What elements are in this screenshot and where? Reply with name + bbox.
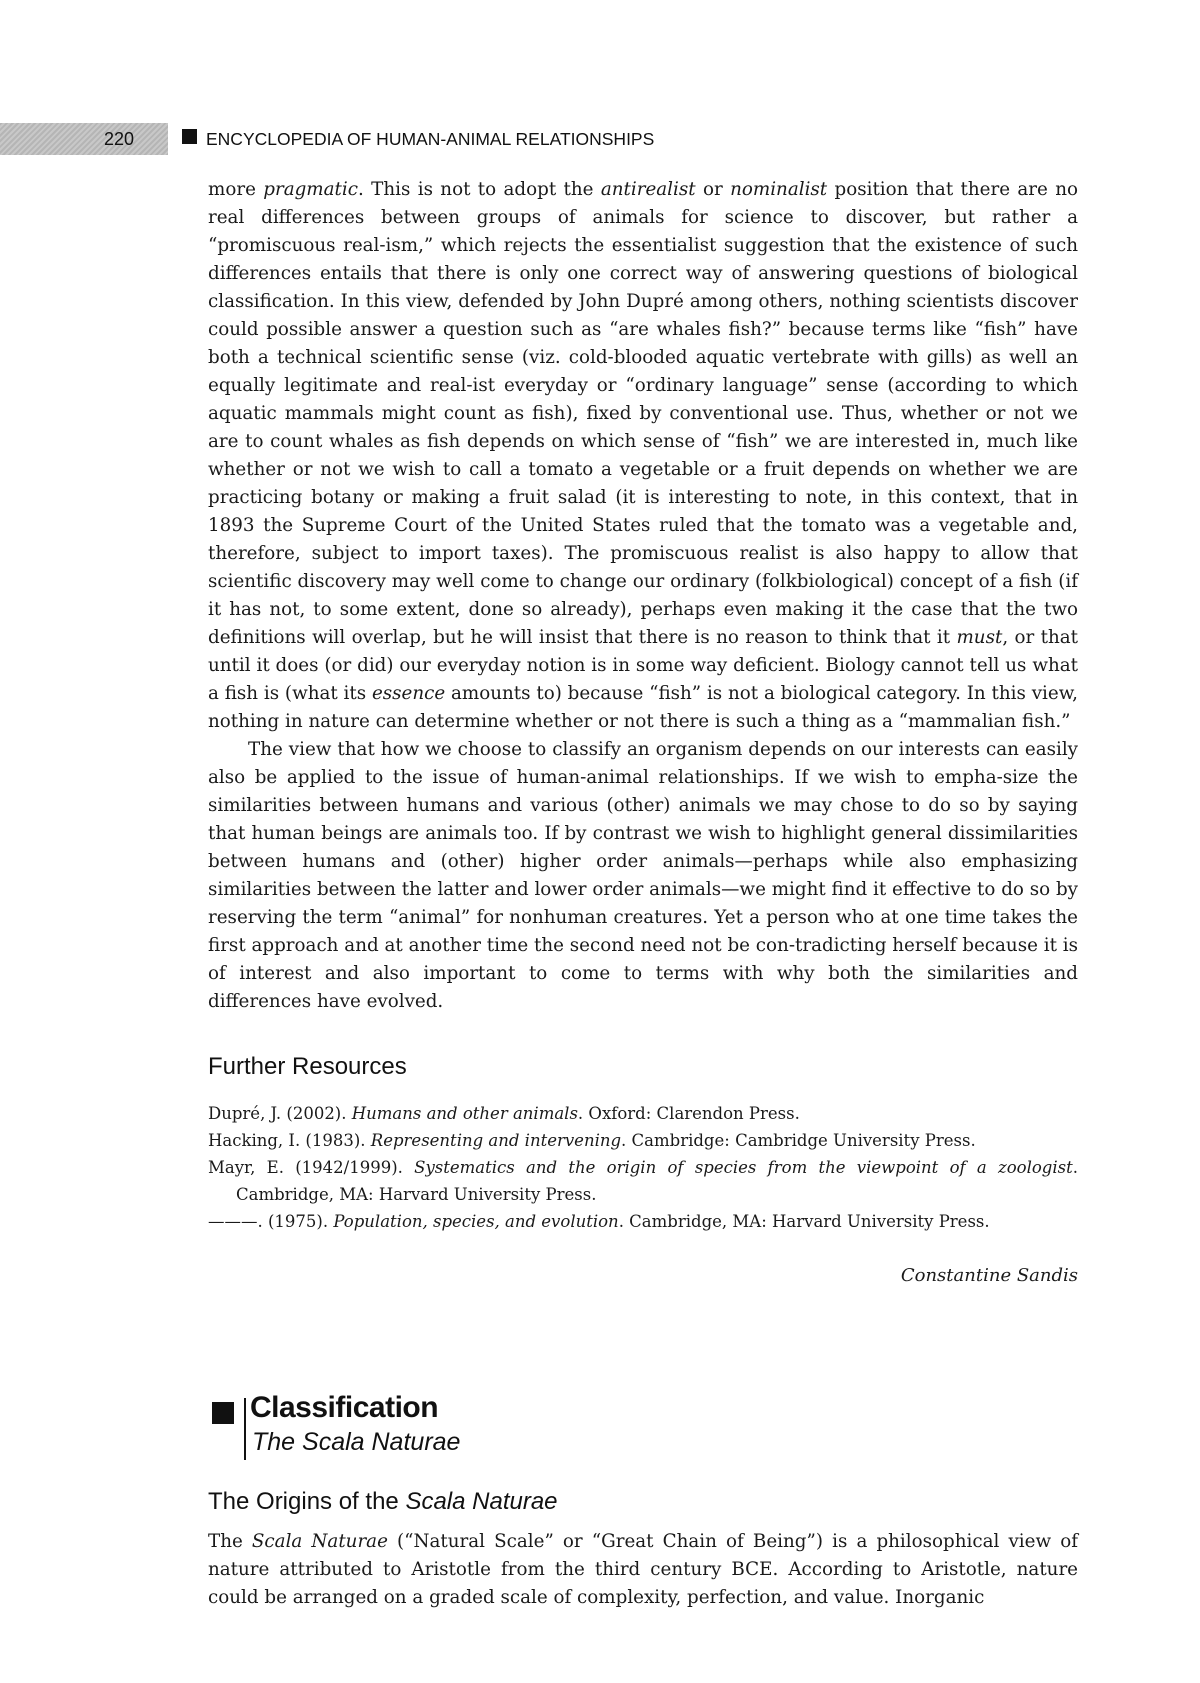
reference-item: ———. (1975). Population, species, and evolution. Cambridge, MA: Harvard University Press. [208, 1212, 990, 1231]
body-text [208, 176, 1078, 1016]
author-signature: Constantine Sandis [900, 1265, 1078, 1286]
reference-item: Dupré, J. (2002). Humans and other animals. Oxford: Clarendon Press. [208, 1104, 800, 1123]
page-number: 220 [104, 129, 135, 149]
section-body [208, 1528, 1078, 1612]
paragraph-1: more pragmatic. This is not to adopt the antirealist or nominalist position that there are no real differences between groups of animals for science to discover, but rather a “promiscuous real-ism,” which rejects the essentialist suggestion that the existence of such differences entails that there is only one correct way of answering questions of biological classification. In this view, defended by John Dupré among others, nothing scientists discover could possible answer a question such as “are whales fish?” because terms like “fish” have both a technical scientific sense (viz. cold-blooded aquatic vertebrate with gills) as well an equally legitimate and real-ist everyday or “ordinary language” sense (according to which aquatic mammals might count as fish), fixed by conventional use. Thus, whether or not we are to count whales as fish depends on which sense of “fish” we are interested in, much like whether or not we wish to call a tomato a vegetable or a fruit depends on whether we are practicing botany or making a fruit salad (it is interesting to note, in this context, that in 1893 the Supreme Court of the United States ruled that the tomato was a vegetable and, therefore, subject to import taxes). The promiscuous realist is also happy to allow that scientific discovery may well come to change our ordinary (folkbiological) concept of a fish (if it has not, to some extent, done so already), perhaps even making it the case that the two definitions will overlap, but he will insist that there is no reason to think that it must, or that until it does (or did) our everyday notion is in some way deficient. Biology cannot tell us what a fish is (what its essence amounts to) because “fish” is not a biological category. In this view, nothing in nature can determine whether or not there is such a thing as a “mammalian fish.” [208, 179, 1078, 732]
entry-divider [244, 1398, 246, 1460]
entry-title: Classification [250, 1391, 439, 1424]
paragraph-2: The view that how we choose to classify an organism depends on our interests can easily also be applied to the issue of human-animal relationships. If we wish to empha-size the similarities between humans and various (other) animals we may chose to do so by saying that human beings are animals too. If by contrast we wish to highlight general dissimilarities between humans and (other) higher order animals—perhaps while also emphasizing similarities between the latter and lower order animals—we might find it effective to do so by reserving the term “animal” for nonhuman creatures. Yet a person who at one time takes the first approach and at another time the second need not be con-tradicting herself because it is of interest and also important to come to terms with why both the similarities and differences have evolved. [208, 739, 1078, 1012]
header-square-icon [182, 129, 197, 144]
reference-item: Hacking, I. (1983). Representing and intervening. Cambridge: Cambridge University Press. [208, 1131, 976, 1150]
paragraph-3: The Scala Naturae (“Natural Scale” or “Great Chain of Being”) is a philosophical view of nature attributed to Aristotle from the third century BCE. According to Aristotle, nature could be arranged on a graded scale of complexity, perfection, and value. Inorganic [208, 1531, 1078, 1608]
section-heading: The Origins of the Scala Naturae [208, 1488, 558, 1515]
entry-subtitle: The Scala Naturae [252, 1428, 461, 1456]
reference-list [208, 1100, 1078, 1235]
entry-square-icon [212, 1402, 234, 1424]
reference-item: Mayr, E. (1942/1999). Systematics and the origin of species from the viewpoint of a zoologist. Cambridge, MA: Harvard University Press. [208, 1158, 1078, 1204]
running-title: ENCYCLOPEDIA OF HUMAN-ANIMAL RELATIONSHIPS [206, 129, 655, 149]
further-resources-heading: Further Resources [208, 1053, 407, 1080]
